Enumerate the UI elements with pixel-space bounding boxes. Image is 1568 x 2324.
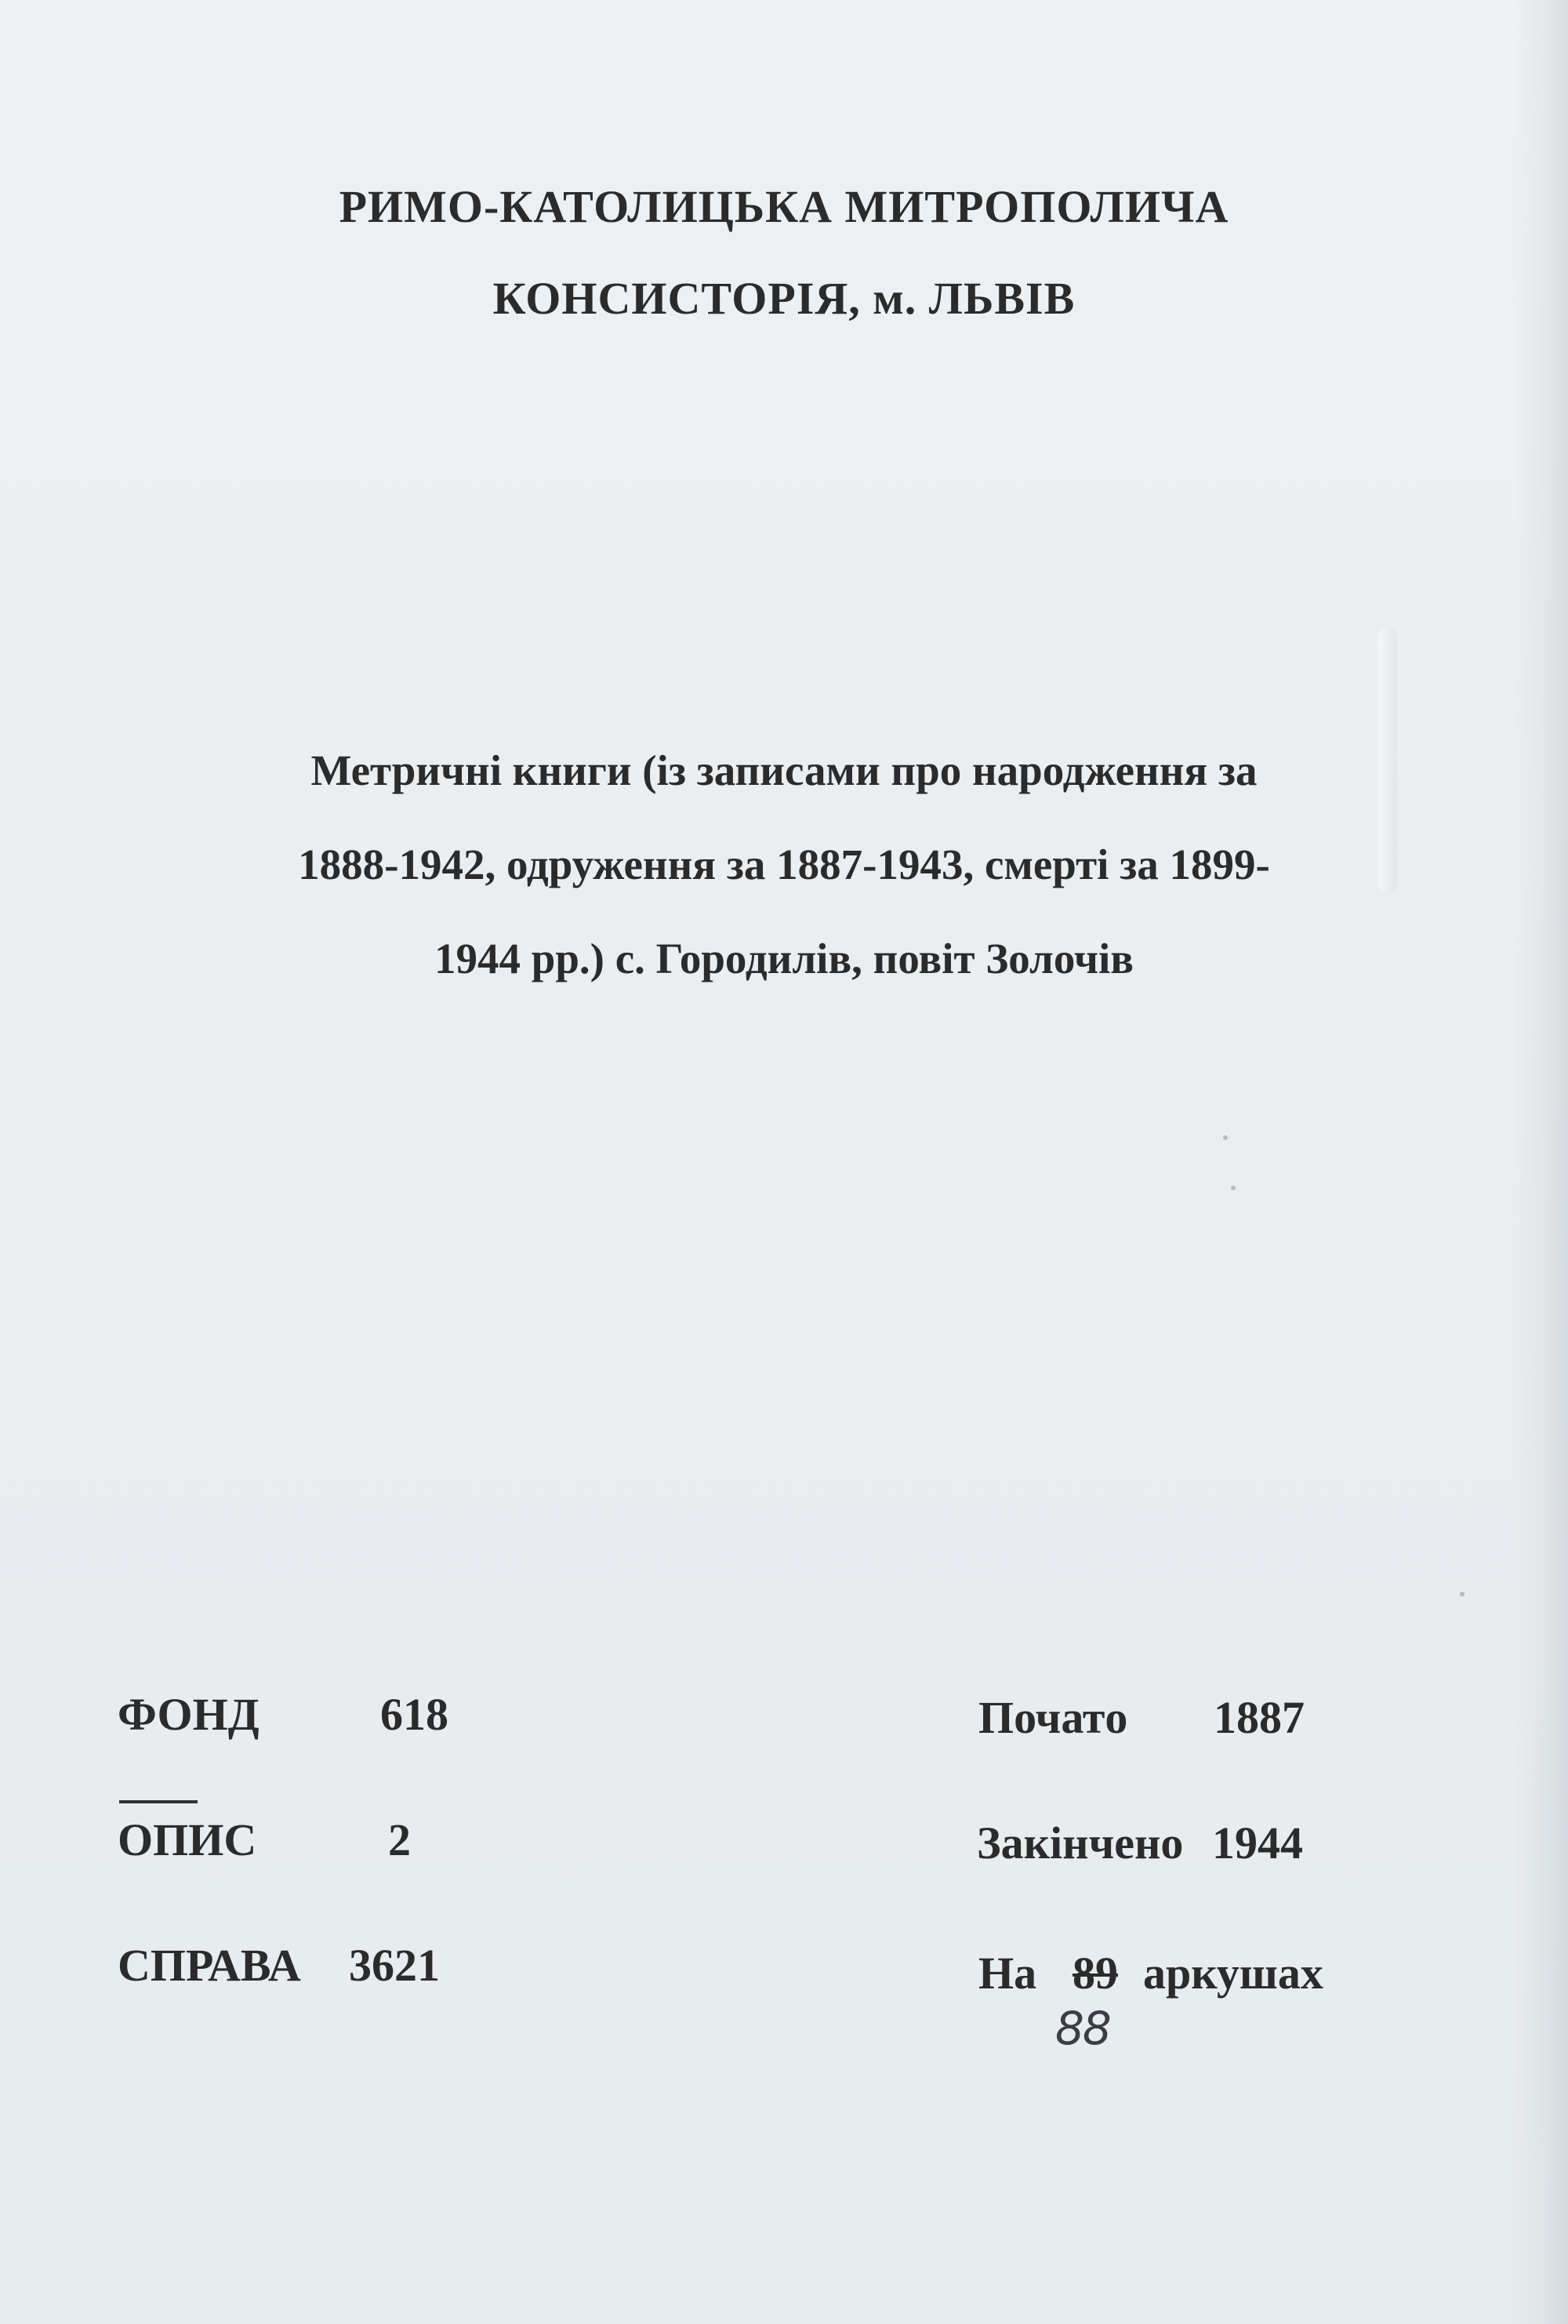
institution-title-line-2: КОНСИСТОРІЯ, м. ЛЬВІВ (492, 273, 1076, 324)
sheets-count-handwritten: 88 (1055, 2002, 1110, 2055)
description-line-3: 1944 рр.) с. Городилів, повіт Золочів (434, 935, 1134, 982)
finished-year: 1944 (1212, 1817, 1303, 1868)
paper-speck (1460, 1592, 1465, 1596)
sheets-word: аркушах (1143, 1948, 1323, 1999)
paper-speck (1223, 1135, 1228, 1140)
sheets-prefix: На (978, 1948, 1037, 1999)
opys-value: 2 (388, 1814, 411, 1865)
description-line-1: Метричні книги (із записами про народження за (310, 746, 1258, 794)
sprava-value: 3621 (349, 1940, 440, 1991)
opys-label: ОПИС (118, 1814, 257, 1865)
fond-label: ФОНД (118, 1689, 260, 1740)
finished-label: Закінчено (977, 1817, 1184, 1868)
institution-title-line-1: РИМО-КАТОЛИЦЬКА МИТРОПОЛИЧА (339, 181, 1229, 232)
started-label: Початo (978, 1692, 1128, 1743)
sheets-count-struck: 89 (1073, 1948, 1118, 1999)
page-edge-shadow (1513, 0, 1568, 2324)
fond-value: 618 (380, 1689, 448, 1740)
paper-speck (1231, 1186, 1236, 1190)
opys-overline (119, 1800, 198, 1803)
sprava-label: СПРАВА (118, 1940, 301, 1991)
started-year: 1887 (1214, 1692, 1305, 1743)
description-line-2: 1888-1942, одруження за 1887-1943, смерті за 1899- (298, 841, 1270, 888)
